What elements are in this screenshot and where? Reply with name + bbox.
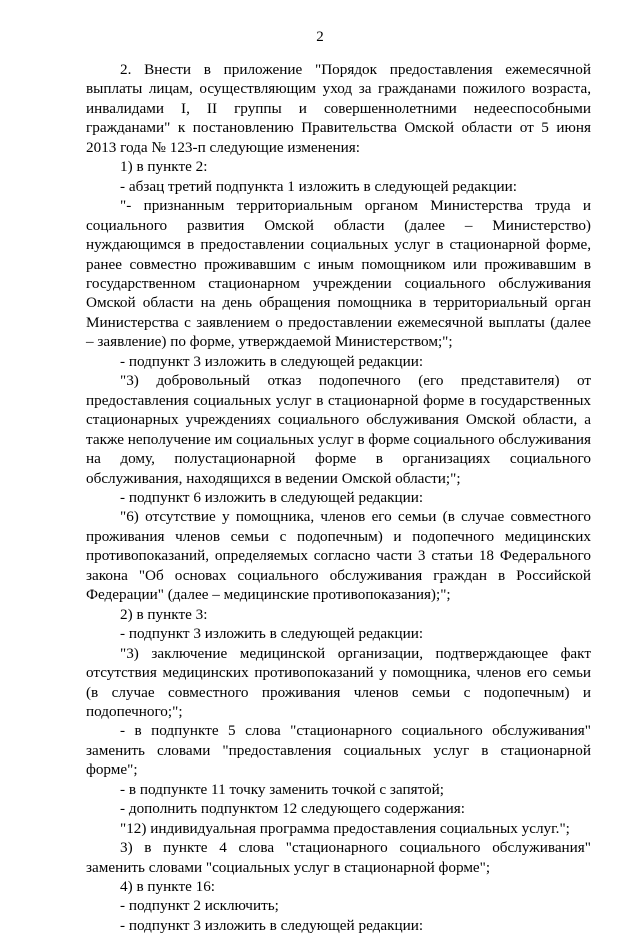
paragraph-add-subitem-12: - дополнить подпунктом 12 следующего содержания: [120, 800, 465, 818]
paragraph-item-3-subitem-3-text: "3) заключение медицинской организации, подтверждающее факт отсутствия медицинских противопоказаний у помощника, членов его семьи (в случае совместного проживания членов семьи с подопечным) и подопечного;"; [86, 644, 591, 720]
paragraph-item-2-heading: 1) в пункте 2: [120, 158, 208, 176]
paragraph-item-16-heading: 4) в пункте 16: [120, 878, 216, 896]
paragraph-item-3-heading: 2) в пункте 3: [120, 605, 208, 623]
paragraph-subitem-6-instruction: - подпункт 6 изложить в следующей редакции: [120, 488, 424, 506]
paragraph-subitem-5-change: - в подпункте 5 слова "стационарного социального обслуживания" заменить словами "предоставления социальных услуг в стационарной форме"; [86, 722, 591, 779]
paragraph-subitem-1-text: "- признанным территориальным органом Министерства труда и социального развития Омской области (далее – Министерство) нуждающимся в предоставлении социальных услуг в стационарной форме, ранее совместно проживавшим с иным помощником или проживавшим в государственном стационарном учреждении социального обслуживания Омской области на день обращения помощника в территориальный орган Министерства с заявлением о предоставлении ежемесячной выплаты (далее – заявление) по форме, утверждаемой Министерством;"; [86, 197, 591, 351]
paragraph-subitem-6-text: "6) отсутствие у помощника, членов его семьи (в случае совместного проживания членов семьи с подопечным) и подопечного медицинских противопоказаний, определяемых согласно части 3 статьи 18 Федерального закона "Об основах социального обслуживания граждан в Российской Федерации" (далее – медицинские противопоказания);"; [86, 508, 591, 604]
paragraph-subitem-1-instruction: - абзац третий подпункта 1 изложить в следующей редакции: [120, 177, 517, 195]
paragraph-amend-appendix: 2. Внести в приложение "Порядок предоставления ежемесячной выплаты лицам, осуществляющим уход за гражданами пожилого возраста, инвалидами I, II группы и совершеннолетними недееспособными гражданами" к постановлению Правительства Омской области от 5 июня 2013 года № 123-п следующие изменения: [86, 61, 591, 156]
paragraph-item-3-subitem-3-instruction: - подпункт 3 изложить в следующей редакции: [120, 625, 424, 643]
paragraph-subitem-11-change: - в подпункте 11 точку заменить точкой с запятой; [120, 780, 444, 798]
page-number: 2 [316, 29, 324, 45]
paragraph-subitem-3-instruction: - подпункт 3 изложить в следующей редакции: [120, 352, 424, 370]
paragraph-subitem-2-exclude: - подпункт 2 исключить; [120, 897, 279, 915]
document-body [86, 60, 591, 935]
paragraph-subitem-3-text: "3) добровольный отказ подопечного (его представителя) от предоставления социальных услуг в стационарной форме в государственных стационарных учреждениях социального обслуживания Омской области, а также неполучение им социальных услуг в форме социального обслуживания на дому, полустационарной форме в организациях социального обслуживания, находящихся в ведении Омской области;"; [86, 372, 591, 487]
paragraph-item-4-change: 3) в пункте 4 слова "стационарного социального обслуживания" заменить словами "социальных услуг в стационарной форме"; [86, 839, 591, 876]
paragraph-item-16-subitem-3-instruction: - подпункт 3 изложить в следующей редакции: [120, 916, 424, 934]
paragraph-subitem-12-text: "12) индивидуальная программа предоставления социальных услуг."; [120, 819, 570, 837]
